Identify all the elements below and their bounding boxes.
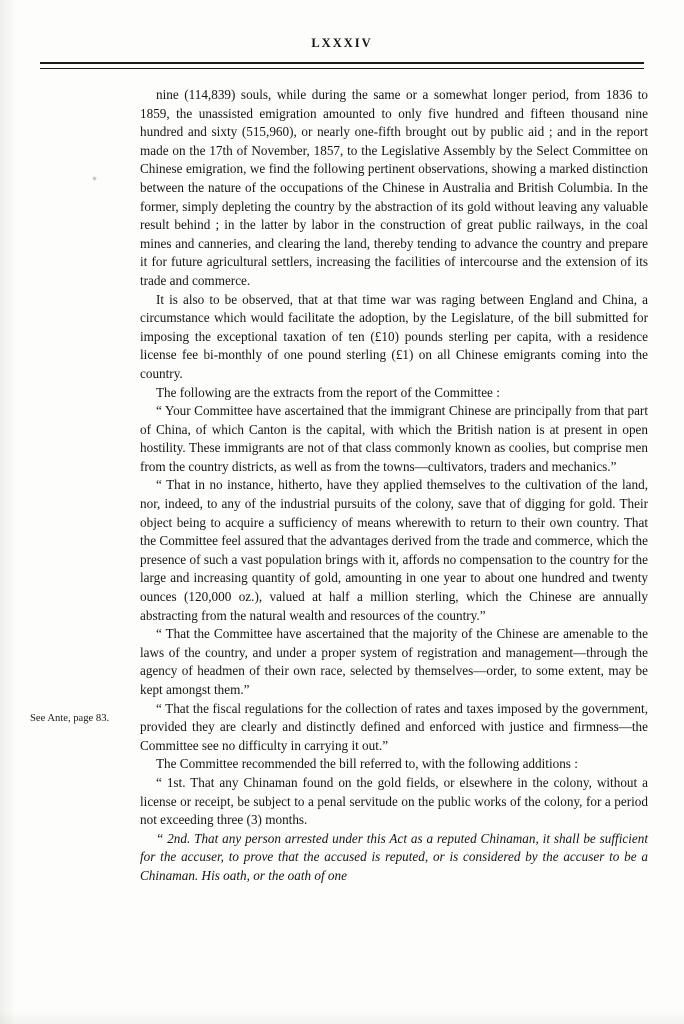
paragraph: “ 2nd. That any person arrested under this Act as a reputed Chinaman, it shall be sufficient for the accuser, to prove that the accused is reputed, or is considered by the accuser to be a Chinaman. His oath, or the oath of one: [140, 830, 648, 883]
paragraph: “ That the Committee have ascertained that the majority of the Chinese are amenable to the laws of the country, and under a proper system of registration and management—through the agency of headmen of their own race, selected by themselves—order, to some extent, may be kept amongst them.”: [140, 626, 648, 697]
page-folio: LXXXIV: [311, 36, 373, 50]
paragraph: “ That the fiscal regulations for the collection of rates and taxes imposed by the government, provided they are clearly and distinctly defined and enforced with justice and firmness—the Committee see no difficulty in carrying it out.”: [140, 700, 648, 753]
paragraph: It is also to be observed, that at that time war was raging between England and China, a circumstance which would facilitate the adoption, by the Legislature, of the bill submitted for imposing the exceptional taxation of ten (£10) pounds sterling per capita, with a residence license fee bi-monthly of one pound sterling (£1) on all Chinese emigrants coming into the country.: [140, 291, 648, 381]
paragraph: nine (114,839) souls, while during the same or a somewhat longer period, from 1836 to 1859, the unassisted emigration amounted to only five hundred and fifteen thousand nine hundred and sixty (515,960), or nearly one-fifth brought out by public aid ; and in the report made on the 17th of November, 1857, to the Legislative Assembly by the Select Committee on Chinese emigration, we find the following pertinent observations, showing a marked distinction between the nature of the occupations of the Chinese in Australia and British Columbia. In the former, simply depleting the country by the abstraction of its gold without leaving any valuable result behind ; in the latter by labor in the construction of great public railways, in the coal mines and canneries, and clearing the land, thereby tending to advance the country and prepare it for future agricultural settlers, increasing the facilities of intercourse and the extension of its trade and commerce.: [140, 87, 648, 288]
paragraph: “ Your Committee have ascertained that the immigrant Chinese are principally from that part of China, of which Canton is the capital, with which the British nation is at present in open hostility. These immigrants are not of that class commonly known as coolies, but comprise men from the country districts, as well as from the towns—cultivators, traders and mechanics.”: [140, 403, 648, 474]
page-edge-shadow-left: [0, 0, 16, 1024]
paragraph: The following are the extracts from the report of the Committee :: [156, 384, 500, 400]
header-rule: [40, 62, 644, 69]
paragraph: “ That in no instance, hitherto, have they applied themselves to the cultivation of the land, nor, indeed, to any of the industrial pursuits of the colony, save that of digging for gold. Their object being to acquire a sufficiency of means wherewith to return to their own country. That the Committee feel assured that the advantages derived from the trade and commerce, which the presence of such a vast population brings with it, affords no compensation to the country for the large and increasing quantity of gold, amounting in one year to about one hundred and twenty ounces (120,000 oz.), valued at half a million sterling, which the Chinese are annually abstracting from the natural wealth and resources of the country.”: [140, 477, 648, 623]
paragraph: The Committee recommended the bill referred to, with the following additions :: [156, 756, 578, 772]
body-text-column: [140, 86, 648, 886]
marginal-note: See Ante, page 83.: [30, 713, 110, 724]
paper-smudge: [92, 176, 97, 181]
page-edge-shadow-bottom: [0, 1010, 684, 1024]
paragraph: “ 1st. That any Chinaman found on the gold fields, or elsewhere in the colony, without a license or receipt, be subject to a penal servitude on the public works of the colony, for a period not exceeding three (3) months.: [140, 774, 648, 828]
